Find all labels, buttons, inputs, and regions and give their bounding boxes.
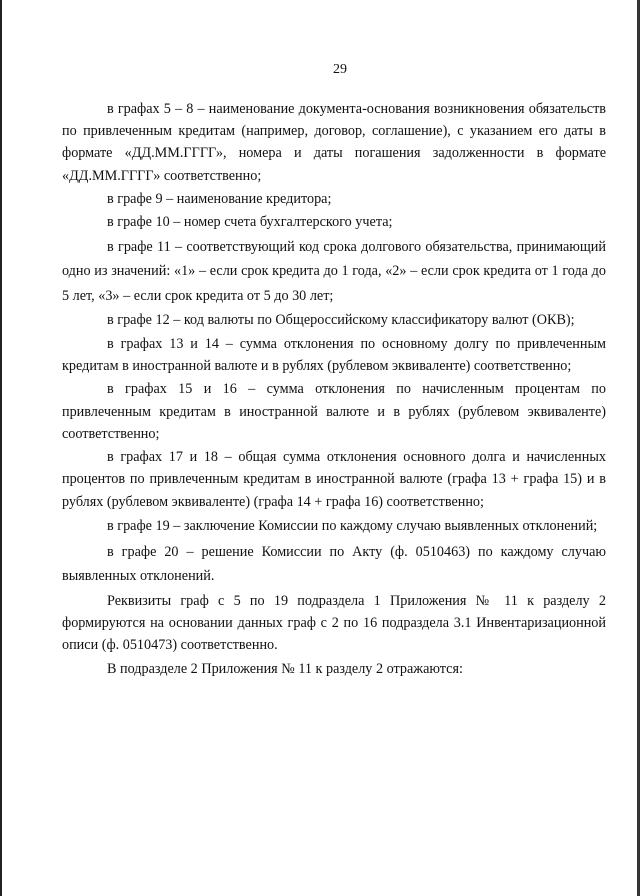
scan-left-edge [0,0,2,896]
paragraph-columns-15-16: в графах 15 и 16 – сумма отклонения по начисленным процентам по привлеченным кредитам в иностранной валюте и в рублях (рублевом эквиваленте) соответственно; [62,381,606,442]
paragraph-columns-5-8: в графах 5 – 8 – наименование документа-основания возникновения обязательств по привлеченным кредитам (например, договор, соглашение), с указанием его даты в формате «ДД.ММ.ГГГГ», номера и даты погашения задолженности в формате «ДД.ММ.ГГГГ» соответственно; [62,101,606,184]
paragraph-columns-13-14: в графах 13 и 14 – сумма отклонения по основному долгу по привлеченным кредитам в иностранной валюте и в рублях (рублевом эквиваленте) соответственно; [62,335,606,375]
paragraph-column-11: в графе 11 – соответствующий код срока долгового обязательства, принимающий одно из значений: «1» – если срок кредита до 1 года, «2» – если срок кредита от 1 года до 5 лет, «3» – если срок кредита от 5 до 30 лет; [62,238,606,304]
paragraph-column-20: в графе 20 – решение Комиссии по Акту (ф. 0510463) по каждому случаю выявленных отклонений. [62,543,606,585]
paragraph-requisites: Реквизиты граф с 5 по 19 подраздела 1 Приложения № 11 к разделу 2 формируются на основании данных граф с 2 по 16 подраздела 3.1 Инвентаризационной описи (ф. 0510473) соответственно. [62,592,606,654]
document-body [62,98,606,681]
paragraph-column-12: в графе 12 – код валюты по Общероссийскому классификатору валют (ОКВ); [107,312,575,329]
page-number: 29 [333,62,347,77]
paragraph-columns-17-18: в графах 17 и 18 – общая сумма отклонения основного долга и начисленных процентов по привлеченным кредитам в иностранной валюте (графа 13 + графа 15) и в рублях (рублевом эквиваленте) (графа 14 + графа 16) соответственно; [62,449,606,510]
paragraph-subsection-2: В подразделе 2 Приложения № 11 к разделу 2 отражаются: [107,660,463,677]
paragraph-column-9: в графе 9 – наименование кредитора; [107,191,332,207]
paragraph-column-10: в графе 10 – номер счета бухгалтерского учета; [107,214,393,231]
paragraph-column-19: в графе 19 – заключение Комиссии по каждому случаю выявленных отклонений; [107,518,598,535]
